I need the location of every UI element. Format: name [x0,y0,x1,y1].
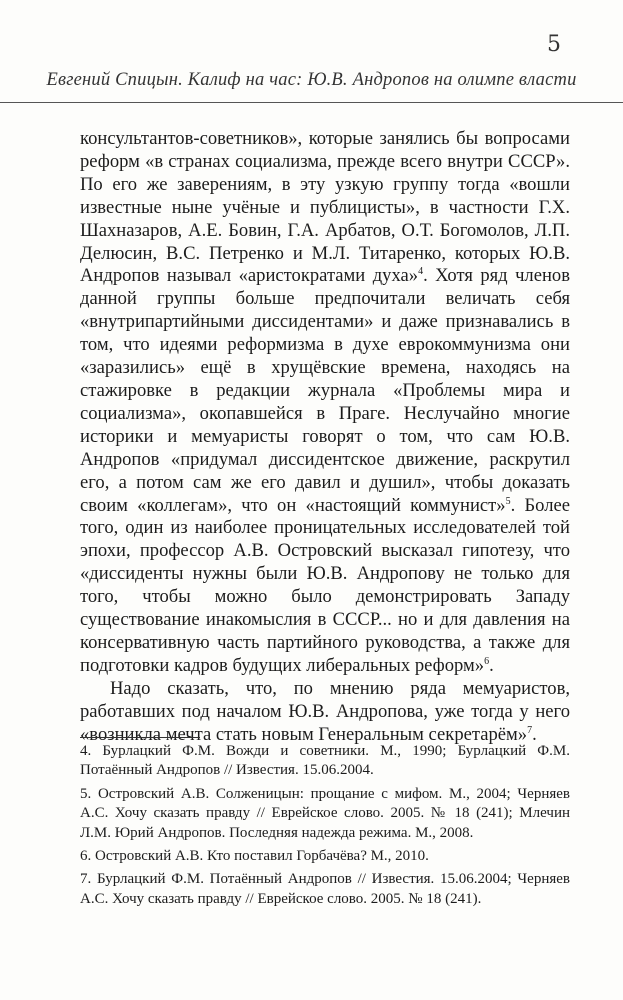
running-title: Евгений Спицын. Калиф на час: Ю.В. Андропов на олимпе власти [46,70,577,90]
footnote-6: 6. Островский А.В. Кто поставил Горбачёва? М., 2010. [80,848,429,865]
footnote-4: 4. Бурлацкий Ф.М. Вожди и советники. М., 1990; Бурлацкий Ф.М. Потаённый Андропов // Известия. 15.06.2004. [80,743,570,779]
paragraph-2-end: . [532,723,537,745]
paragraph-1-part-1: консультантов-советников», которые занялись бы вопросами реформ «в странах социализма, прежде всего внутри СССР». По его же заверениям, в эту узкую группу тогда «вошли известные ныне учёные и публицисты», в частности Г.Х. Шахназаров, А.Е. Бовин, Г.А. Арбатов, О.Т. Богомолов, Л.П. Делюсин, В.С. Петренко и М.Л. Титаренко, которых Ю.В. Андропов называл «аристократами духа» [80,128,570,287]
footnote-divider [80,737,200,738]
page-number: 5 [547,32,561,57]
footnote-ref-6: 6 [484,655,490,667]
paragraph-2-text: Надо сказать, что, по мнению ряда мемуаристов, работавших под началом Ю.В. Андропова, уже тогда у него «возникла мечта стать новым Генеральным секретарём» [80,677,570,745]
footnote-ref-4: 4 [418,266,424,278]
paragraph-1 [80,128,570,678]
paragraph-1-part-4: . [489,654,494,676]
main-text [80,128,570,746]
footnote-7: 7. Бурлацкий Ф.М. Потаённый Андропов // Известия. 15.06.2004; Черняев А.С. Хочу сказать правду // Еврейское слово. 2005. № 18 (241). [80,871,570,907]
paragraph-1-part-3: . Более того, один из наиболее проницательных исследователей той эпохи, профессор А.В. Островский высказал гипотезу, что «диссиденты нужны были Ю.В. Андропову не только для того, чтобы можно было демонстрировать Западу существование инакомыслия в СССР... но и для давления на консервативную часть партийного руководства, а также для подготовки кадров будущих либеральных реформ» [80,494,571,676]
footnote-5: 5. Островский А.В. Солженицын: прощание с мифом. М., 2004; Черняев А.С. Хочу сказать правду // Еврейское слово. 2005. № 18 (241); Млечин Л.М. Юрий Андропов. Последняя надежда режима. М., 2008. [80,785,570,841]
header-divider [0,102,623,103]
footnotes [80,742,570,913]
paragraph-1-part-2: . Хотя ряд членов данной группы больше предпочитали величать себя «внутрипартийными диссидентами» и даже признавались в том, что идеями реформизма в духе еврокоммунизма они «заразились» ещё в хрущёвские времена, находясь на стажировке в редакции журнала «Проблемы мира и социализма», окопавшейся в Праге. Неслучайно многие историки и мемуаристы говорят о том, что сам Ю.В. Андропов «придумал диссидентское движение, раскрутил его, а потом сам же его давил и душил», чтобы доказать своим «коллегам», что он «настоящий коммунист» [80,265,570,516]
footnote-ref-7: 7 [527,724,533,736]
footnote-ref-5: 5 [505,495,511,507]
